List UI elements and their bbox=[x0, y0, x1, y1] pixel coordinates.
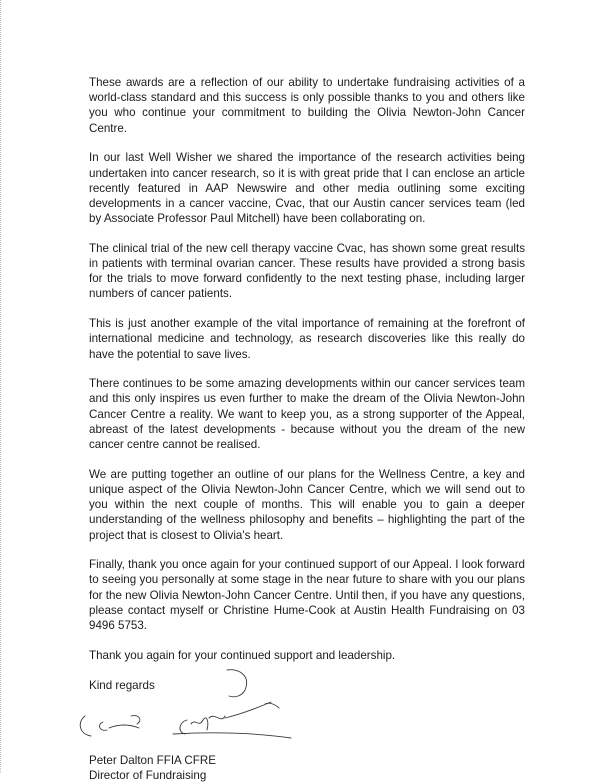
paragraph-awards: These awards are a reflection of our ability to undertake fundraising activities of a world-class standard and this success is only possible thanks to you and others like you who continue your commitment to building the Olivia Newton-John Cancer Centre. bbox=[89, 76, 525, 135]
closing-salutation: Kind regards bbox=[89, 678, 155, 692]
signer-name: Peter Dalton FFIA CFRE bbox=[89, 753, 216, 767]
signer-title: Director of Fundraising bbox=[89, 768, 207, 782]
signature-area bbox=[89, 693, 525, 753]
scan-edge-mark bbox=[0, 0, 4, 773]
paragraph-research: In our last Well Wisher we shared the importance of the research activities being undertaken into cancer research, so it is with great pride that I can enclose an article recently featured in AAP Newswire and other media outlining some exciting developments in a cancer vaccine, Cvac, that our Austin cancer services team (led by Associate Professor Paul Mitchell) have been collaborating on. bbox=[89, 151, 525, 226]
paragraph-importance: This is just another example of the vital importance of remaining at the forefront of international medicine and technology, as research discoveries like this really do have the potential to save lives. bbox=[89, 317, 525, 361]
paragraph-clinical-trial: The clinical trial of the new cell therapy vaccine Cvac, has shown some great results in patients with terminal ovarian cancer. These results have provided a strong basis for the trials to move forward confidently to the next testing phase, including larger numbers of cancer patients. bbox=[89, 241, 525, 301]
paragraph-thanks: Thank you again for your continued support and leadership. bbox=[89, 648, 396, 662]
letter-body bbox=[89, 75, 525, 783]
paragraph-wellness-centre: We are putting together an outline of our plans for the Wellness Centre, a key and unique aspect of the Olivia Newton-John Cancer Centre, which we will send out to you within the next couple of months. This will enable you to gain a deeper understanding of the wellness philosophy and benefits – highlighting the part of the project that is closest to Olivia's heart. bbox=[89, 467, 525, 542]
paragraph-developments: There continues to be some amazing developments within our cancer services team and this only inspires us even further to make the dream of the Olivia Newton-John Cancer Centre a reality. We want to keep you, as a strong supporter of the Appeal, abreast of the latest developments - because without you the dream of the new cancer centre cannot be realised. bbox=[89, 377, 525, 452]
paragraph-contact: Finally, thank you once again for your continued support of our Appeal. I look forward to seeing you personally at some stage in the near future to share with you our plans for the new Olivia Newton-John Cancer Centre. Until then, if you have any questions, please contact myself or Christine Hume-Cook at Austin Health Fundraising on 03 9496 5753. bbox=[89, 558, 525, 633]
signature-graphic bbox=[69, 658, 299, 753]
